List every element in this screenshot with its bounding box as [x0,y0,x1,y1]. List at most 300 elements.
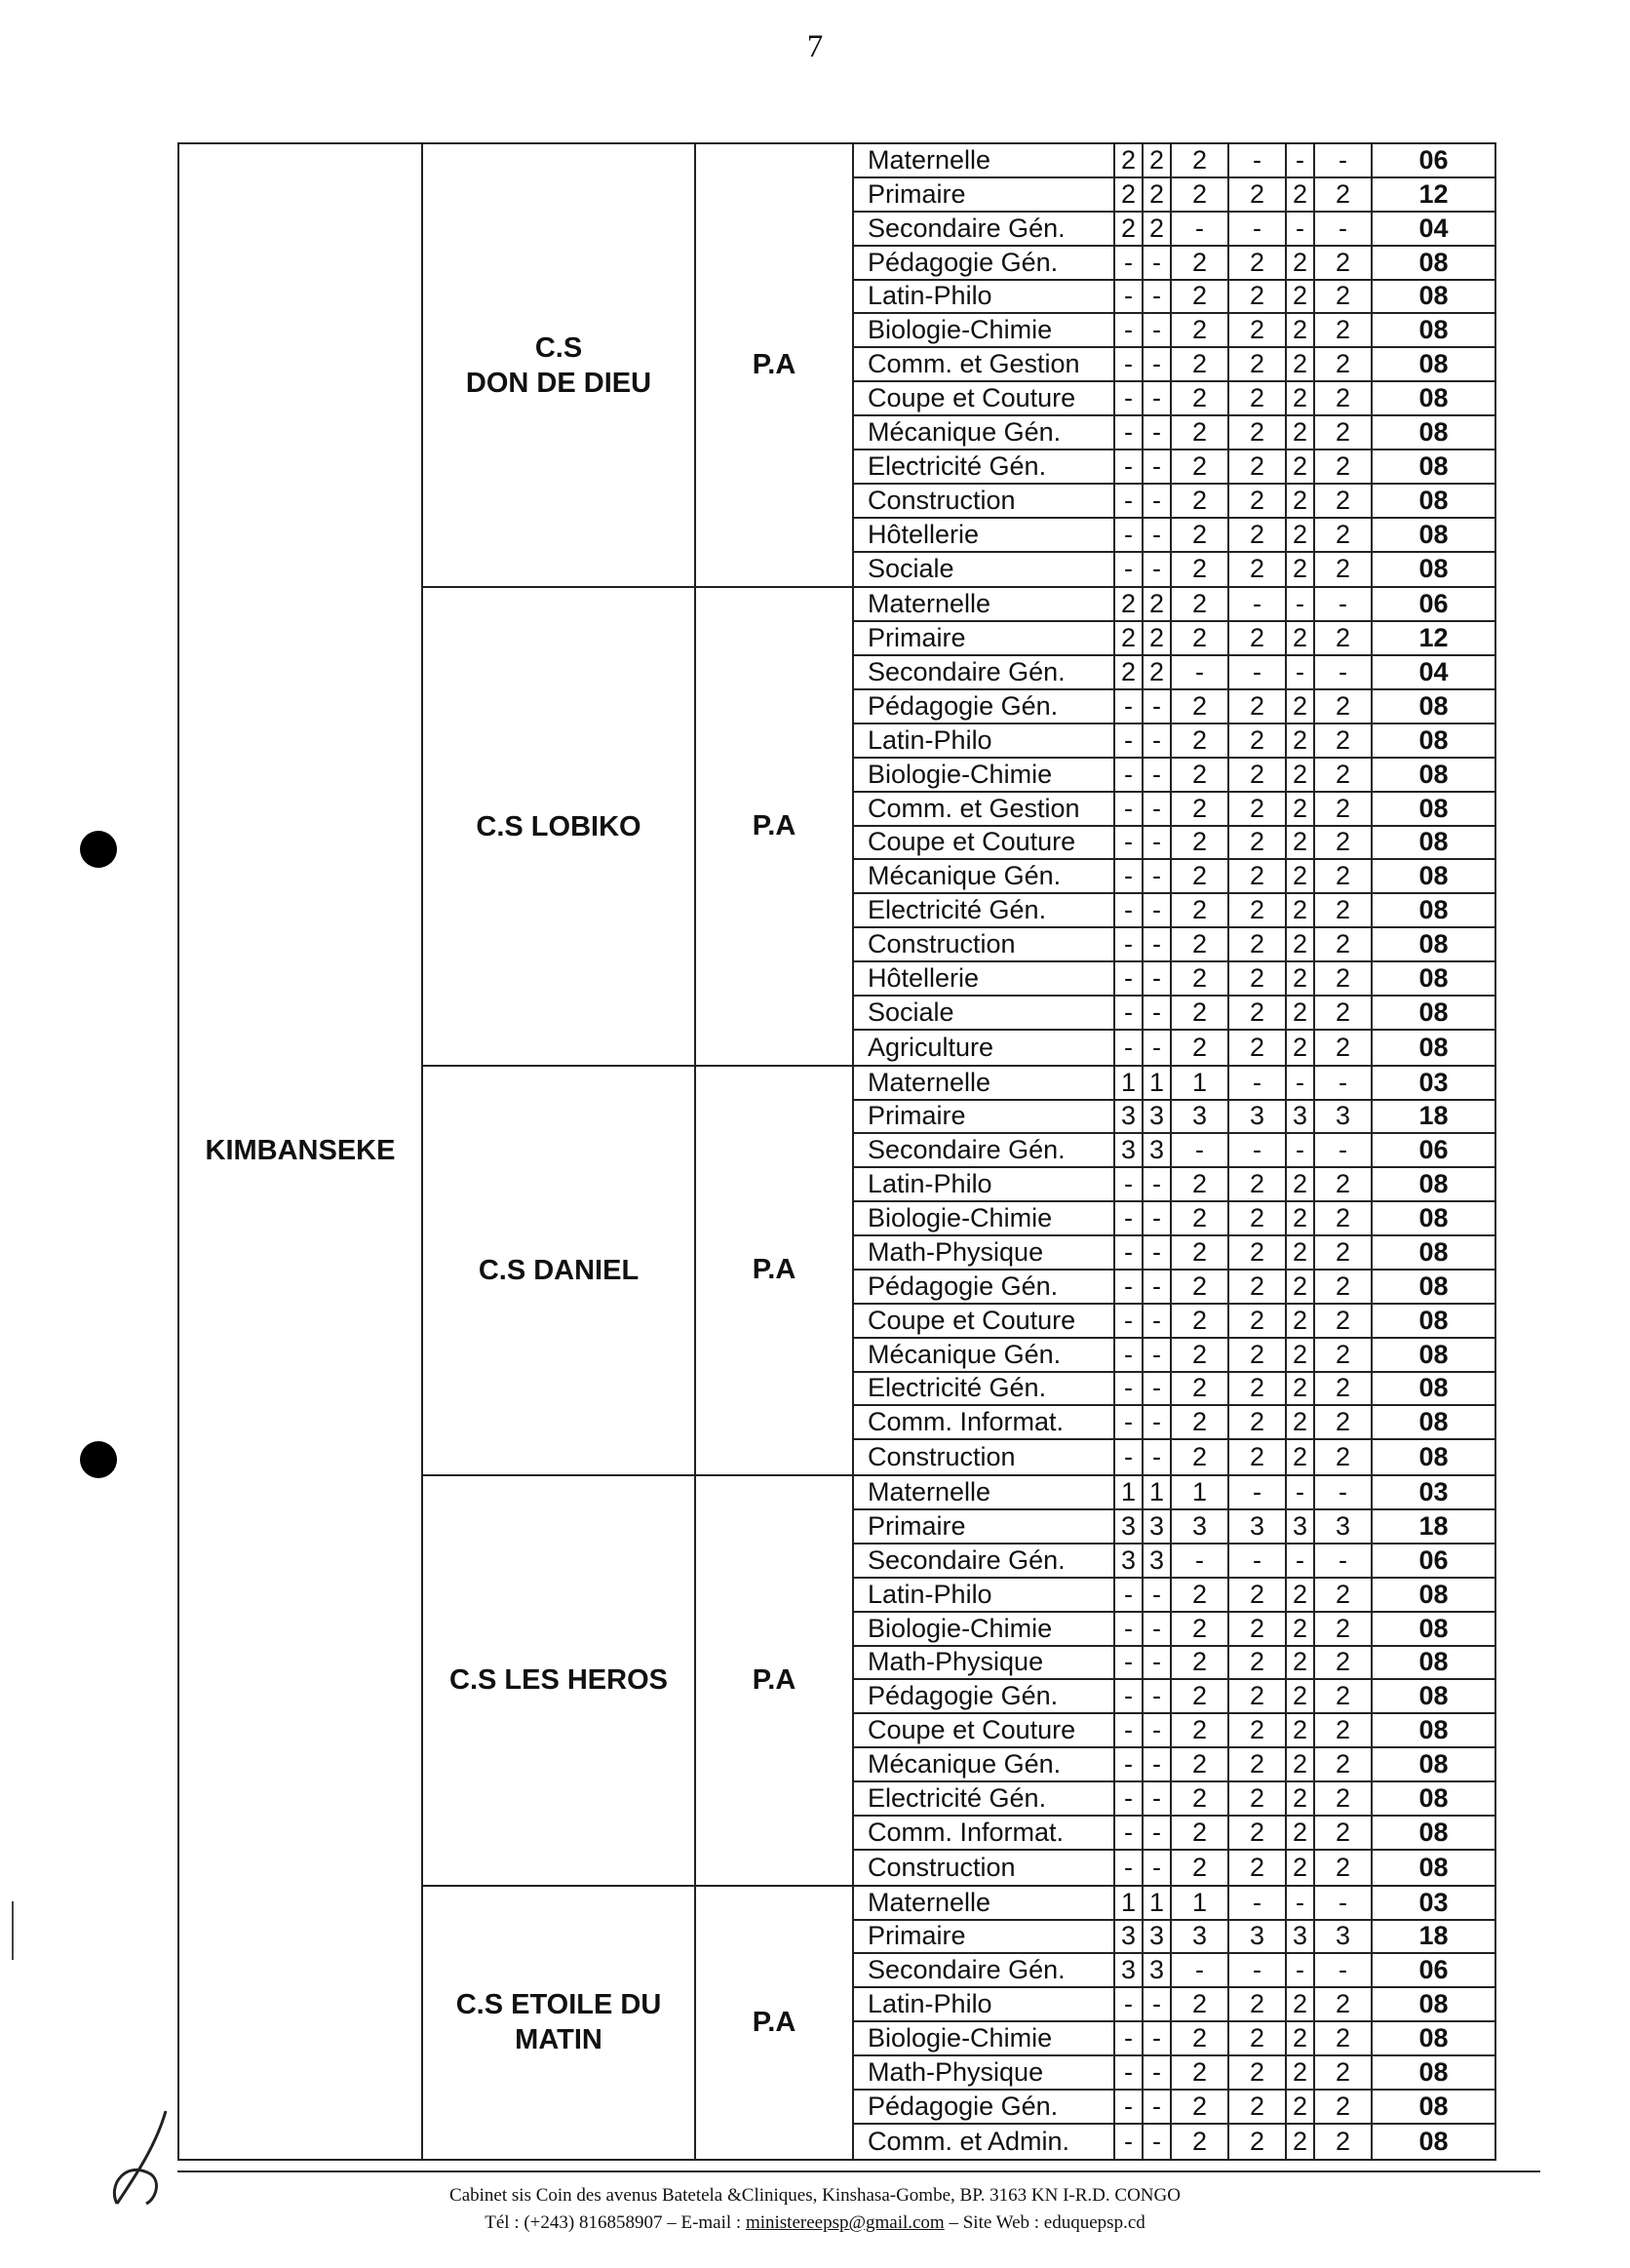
class-count-6: 2 [1315,281,1373,313]
class-count-2: - [1144,485,1172,517]
schools-table [177,142,1496,2161]
class-count-1: 1 [1115,1887,1144,1919]
class-count-3: 2 [1172,281,1229,313]
option-row [854,1406,1494,1440]
class-count-5: 2 [1287,1782,1315,1815]
class-count-2: - [1144,860,1172,892]
footer-address: Cabinet sis Coin des avenus Batetela &Cliniques, Kinshasa-Gombe, BP. 3163 KN I-R.D. CONGO [449,2185,1181,2206]
option-name: Biologie-Chimie [854,314,1115,346]
class-count-1: - [1115,793,1144,825]
option-row [854,1067,1494,1101]
class-count-4: 2 [1229,1305,1287,1337]
class-count-3: 3 [1172,1510,1229,1543]
binder-hole-mark [80,1441,117,1478]
class-count-1: - [1115,519,1144,551]
class-count-6: - [1315,213,1373,245]
class-count-3: 2 [1172,1406,1229,1438]
option-name: Primaire [854,622,1115,654]
option-row [854,1921,1494,1955]
class-count-5: 2 [1287,894,1315,926]
class-count-3: 2 [1172,1579,1229,1611]
class-count-5: 2 [1287,519,1315,551]
option-name: Coupe et Couture [854,1714,1115,1746]
class-count-2: - [1144,1373,1172,1405]
row-total: 08 [1418,1647,1449,1677]
class-count-5: 2 [1287,1236,1315,1269]
option-row [854,1202,1494,1236]
class-count-1: - [1115,553,1144,587]
class-count-5: 2 [1287,247,1315,279]
class-count-3: 2 [1172,348,1229,380]
class-count-3: 2 [1172,2022,1229,2054]
class-count-6: 2 [1315,485,1373,517]
class-count-2: - [1144,1851,1172,1885]
option-name: Comm. et Gestion [854,793,1115,825]
class-count-4: 2 [1229,1031,1287,1065]
class-count-2: - [1144,1168,1172,1200]
class-count-1: - [1115,2056,1144,2089]
school-name [422,1066,695,1476]
class-count-6: 2 [1315,1647,1373,1679]
option-name: Coupe et Couture [854,827,1115,859]
class-count-4: - [1229,656,1287,688]
row-total: 12 [1418,623,1449,653]
class-count-4: 2 [1229,1236,1287,1269]
class-count-3: - [1172,213,1229,245]
class-count-6: 2 [1315,1339,1373,1371]
option-name: Latin-Philo [854,1168,1115,1200]
footer-email-link[interactable]: ministereepsp@gmail.com [745,2212,945,2233]
class-count-5: 2 [1287,314,1315,346]
class-count-2: - [1144,1339,1172,1371]
option-name: Sociale [854,553,1115,587]
class-count-1: 3 [1115,1134,1144,1166]
class-count-2: 1 [1144,1476,1172,1508]
option-row [854,382,1494,416]
class-count-2: - [1144,2125,1172,2159]
row-total: 08 [1418,1339,1449,1369]
class-count-3: 2 [1172,382,1229,414]
class-count-2: - [1144,1305,1172,1337]
class-count-2: - [1144,1988,1172,2020]
class-count-1: 1 [1115,1476,1144,1508]
class-count-6: 2 [1315,962,1373,995]
class-count-5: 2 [1287,553,1315,587]
class-count-4: 2 [1229,281,1287,313]
class-count-6: 2 [1315,928,1373,960]
option-row [854,1236,1494,1271]
class-count-4: 2 [1229,1680,1287,1712]
class-count-6: 2 [1315,724,1373,757]
school-name-line: C.S [534,332,583,364]
class-count-2: - [1144,247,1172,279]
option-row [854,2091,1494,2125]
option-name: Mécanique Gén. [854,860,1115,892]
class-count-2: - [1144,1236,1172,1269]
class-count-4: 2 [1229,1748,1287,1780]
option-name: Mécanique Gén. [854,1748,1115,1780]
row-total: 06 [1418,1135,1449,1165]
class-count-6: 2 [1315,553,1373,587]
class-count-4: 2 [1229,553,1287,587]
class-count-4: 2 [1229,997,1287,1029]
class-count-1: - [1115,1202,1144,1234]
school-name-line: DON DE DIEU [465,367,652,399]
class-count-4: 2 [1229,314,1287,346]
option-row [854,1954,1494,1988]
class-count-1: - [1115,997,1144,1029]
class-count-6: 2 [1315,827,1373,859]
option-name: Math-Physique [854,1647,1115,1679]
class-count-3: 2 [1172,1339,1229,1371]
class-count-4: 2 [1229,894,1287,926]
class-count-5: 2 [1287,622,1315,654]
school-name [422,1886,695,2160]
class-count-1: - [1115,1680,1144,1712]
class-count-5: 2 [1287,2056,1315,2089]
class-count-6: 2 [1315,2125,1373,2159]
option-row [854,2022,1494,2056]
class-count-3: 2 [1172,144,1229,176]
row-total: 08 [1418,1032,1449,1062]
option-row [854,1510,1494,1545]
row-total: 08 [1418,1782,1449,1813]
option-row [854,1748,1494,1782]
row-total: 06 [1418,1545,1449,1575]
option-row [854,656,1494,690]
row-total: 08 [1418,1681,1449,1711]
class-count-1: - [1115,1031,1144,1065]
class-count-3: 2 [1172,2091,1229,2123]
class-count-2: 2 [1144,656,1172,688]
class-count-2: - [1144,1406,1172,1438]
option-row [854,178,1494,213]
option-name: Biologie-Chimie [854,2022,1115,2054]
option-row [854,1305,1494,1339]
option-row [854,1440,1494,1474]
class-count-2: - [1144,1680,1172,1712]
class-count-3: 2 [1172,1202,1229,1234]
option-row [854,1168,1494,1202]
option-name: Agriculture [854,1031,1115,1065]
option-name: Biologie-Chimie [854,759,1115,791]
class-count-6: 2 [1315,1613,1373,1645]
class-count-6: 2 [1315,1271,1373,1303]
row-total: 08 [1418,895,1449,925]
class-count-1: - [1115,1988,1144,2020]
class-count-3: 2 [1172,724,1229,757]
class-count-6: - [1315,1476,1373,1508]
class-count-3: 1 [1172,1067,1229,1099]
row-total: 03 [1418,1887,1449,1917]
option-name: Secondaire Gén. [854,656,1115,688]
option-list [853,1475,1495,1886]
option-row [854,213,1494,247]
class-count-1: - [1115,1714,1144,1746]
option-row [854,997,1494,1031]
option-row [854,281,1494,315]
class-count-6: 2 [1315,1440,1373,1474]
option-name: Construction [854,928,1115,960]
school-name-line: C.S LOBIKO [476,810,641,842]
row-total: 08 [1418,793,1449,823]
option-row [854,2125,1494,2159]
class-count-3: 2 [1172,1817,1229,1849]
row-total: 08 [1418,2023,1449,2053]
option-row [854,1545,1494,1579]
class-count-4: 2 [1229,759,1287,791]
class-count-4: 2 [1229,690,1287,723]
class-count-2: 2 [1144,622,1172,654]
class-count-6: 2 [1315,2091,1373,2123]
option-list [853,143,1495,587]
class-count-1: 1 [1115,1067,1144,1099]
option-name: Electricité Gén. [854,450,1115,483]
class-count-5: 2 [1287,1647,1315,1679]
class-count-3: 2 [1172,894,1229,926]
class-count-4: 3 [1229,1101,1287,1133]
class-count-2: 2 [1144,144,1172,176]
class-count-2: - [1144,2022,1172,2054]
footer-phone: Tél : (+243) 816858907 – E-mail : [485,2212,746,2233]
class-count-6: 2 [1315,997,1373,1029]
school-name-line: C.S ETOILE DU [455,1989,662,2021]
class-count-3: 2 [1172,1271,1229,1303]
option-name: Mécanique Gén. [854,416,1115,449]
option-row [854,928,1494,962]
class-count-5: 2 [1287,997,1315,1029]
option-row [854,1579,1494,1613]
class-count-1: - [1115,928,1144,960]
school-status: P.A [695,1475,853,1886]
option-row [854,622,1494,656]
class-count-1: - [1115,348,1144,380]
class-count-5: - [1287,1954,1315,1986]
class-count-4: 2 [1229,1406,1287,1438]
class-count-4: 2 [1229,1988,1287,2020]
class-count-4: 2 [1229,450,1287,483]
footer-rule [177,2170,1540,2172]
class-count-1: - [1115,1647,1144,1679]
class-count-3: 2 [1172,1647,1229,1679]
class-count-6: 2 [1315,1714,1373,1746]
class-count-1: 3 [1115,1510,1144,1543]
class-count-3: 2 [1172,1782,1229,1815]
class-count-5: 2 [1287,1817,1315,1849]
option-row [854,1680,1494,1714]
class-count-4: 2 [1229,2091,1287,2123]
row-total: 08 [1418,861,1449,891]
footer-website: – Site Web : eduquepsp.cd [944,2212,1145,2233]
row-total: 08 [1418,1715,1449,1745]
class-count-4: - [1229,588,1287,620]
class-count-1: - [1115,2022,1144,2054]
class-count-5: - [1287,1545,1315,1577]
option-name: Latin-Philo [854,281,1115,313]
class-count-4: - [1229,1067,1287,1099]
option-name: Primaire [854,178,1115,211]
school-status: P.A [695,587,853,1065]
option-name: Construction [854,485,1115,517]
class-count-2: - [1144,724,1172,757]
class-count-1: - [1115,759,1144,791]
row-total: 08 [1418,2126,1449,2156]
class-count-1: - [1115,1613,1144,1645]
class-count-4: 2 [1229,247,1287,279]
class-count-2: 1 [1144,1067,1172,1099]
class-count-4: 2 [1229,1440,1287,1474]
class-count-1: - [1115,1406,1144,1438]
class-count-6: - [1315,1134,1373,1166]
class-count-1: 3 [1115,1101,1144,1133]
option-row [854,1647,1494,1681]
class-count-5: 2 [1287,928,1315,960]
option-row [854,1339,1494,1373]
class-count-5: 2 [1287,690,1315,723]
class-count-5: 2 [1287,450,1315,483]
class-count-3: 2 [1172,1440,1229,1474]
row-total: 08 [1418,1271,1449,1301]
class-count-2: - [1144,1647,1172,1679]
class-count-2: - [1144,928,1172,960]
class-count-4: - [1229,144,1287,176]
option-name: Primaire [854,1510,1115,1543]
option-row [854,553,1494,587]
row-total: 08 [1418,1989,1449,2019]
class-count-5: - [1287,213,1315,245]
class-count-1: - [1115,1168,1144,1200]
class-count-1: - [1115,2091,1144,2123]
class-count-3: 2 [1172,1613,1229,1645]
class-count-3: 2 [1172,827,1229,859]
option-name: Coupe et Couture [854,382,1115,414]
row-total: 08 [1418,962,1449,993]
row-total: 08 [1418,349,1449,379]
class-count-6: 2 [1315,793,1373,825]
class-count-4: 2 [1229,1373,1287,1405]
class-count-3: - [1172,1954,1229,1986]
row-total: 08 [1418,759,1449,789]
option-name: Hôtellerie [854,962,1115,995]
class-count-6: 2 [1315,622,1373,654]
class-count-1: - [1115,485,1144,517]
row-total: 08 [1418,1579,1449,1609]
class-count-1: - [1115,1440,1144,1474]
class-count-5: 3 [1287,1510,1315,1543]
option-name: Comm. Informat. [854,1817,1115,1849]
class-count-5: - [1287,588,1315,620]
class-count-5: 2 [1287,2125,1315,2159]
class-count-6: 2 [1315,416,1373,449]
class-count-3: 1 [1172,1887,1229,1919]
option-name: Biologie-Chimie [854,1202,1115,1234]
option-name: Pédagogie Gén. [854,247,1115,279]
option-list [853,1886,1495,2160]
footer [0,2182,1630,2237]
class-count-6: 2 [1315,519,1373,551]
class-count-6: 2 [1315,1236,1373,1269]
row-total: 08 [1418,997,1449,1027]
option-name: Coupe et Couture [854,1305,1115,1337]
row-total: 08 [1418,1203,1449,1233]
class-count-4: 2 [1229,827,1287,859]
school-status: P.A [695,1066,853,1476]
class-count-5: 2 [1287,382,1315,414]
class-count-2: - [1144,894,1172,926]
class-count-3: 2 [1172,314,1229,346]
row-total: 06 [1418,589,1449,619]
class-count-5: 2 [1287,1613,1315,1645]
class-count-3: 2 [1172,2125,1229,2159]
class-count-4: 2 [1229,1579,1287,1611]
class-count-6: 2 [1315,450,1373,483]
class-count-3: 2 [1172,485,1229,517]
class-count-5: 2 [1287,1851,1315,1885]
class-count-4: - [1229,213,1287,245]
class-count-6: 2 [1315,1782,1373,1815]
class-count-6: 3 [1315,1921,1373,1953]
option-list [853,1066,1495,1476]
class-count-4: 2 [1229,178,1287,211]
option-name: Latin-Philo [854,1579,1115,1611]
option-name: Construction [854,1851,1115,1885]
class-count-4: 2 [1229,1339,1287,1371]
class-count-1: 2 [1115,622,1144,654]
option-name: Pédagogie Gén. [854,2091,1115,2123]
row-total: 08 [1418,281,1449,311]
row-total: 08 [1418,383,1449,413]
class-count-4: 2 [1229,1714,1287,1746]
class-count-3: - [1172,656,1229,688]
option-row [854,1887,1494,1921]
class-count-3: 2 [1172,622,1229,654]
class-count-5: 2 [1287,1339,1315,1371]
option-name: Primaire [854,1921,1115,1953]
class-count-6: 3 [1315,1101,1373,1133]
class-count-6: - [1315,1067,1373,1099]
class-count-3: 2 [1172,416,1229,449]
class-count-1: 2 [1115,178,1144,211]
option-row [854,1476,1494,1510]
option-row [854,519,1494,553]
class-count-3: 2 [1172,178,1229,211]
option-row [854,1271,1494,1305]
class-count-1: 3 [1115,1954,1144,1986]
class-count-4: - [1229,1545,1287,1577]
class-count-4: 2 [1229,416,1287,449]
class-count-4: 2 [1229,793,1287,825]
class-count-6: 2 [1315,247,1373,279]
class-count-5: 3 [1287,1921,1315,1953]
class-count-4: 2 [1229,348,1287,380]
class-count-6: 2 [1315,1406,1373,1438]
row-total: 08 [1418,485,1449,515]
option-name: Math-Physique [854,1236,1115,1269]
row-total: 08 [1418,1236,1449,1267]
school-name-line: MATIN [515,2024,602,2056]
row-total: 08 [1418,450,1449,481]
class-count-2: - [1144,1714,1172,1746]
class-count-3: 2 [1172,1748,1229,1780]
class-count-2: - [1144,690,1172,723]
option-name: Maternelle [854,144,1115,176]
option-row [854,1714,1494,1748]
option-name: Latin-Philo [854,1988,1115,2020]
class-count-2: - [1144,793,1172,825]
class-count-2: - [1144,1440,1172,1474]
class-count-6: 2 [1315,382,1373,414]
class-count-1: - [1115,2125,1144,2159]
